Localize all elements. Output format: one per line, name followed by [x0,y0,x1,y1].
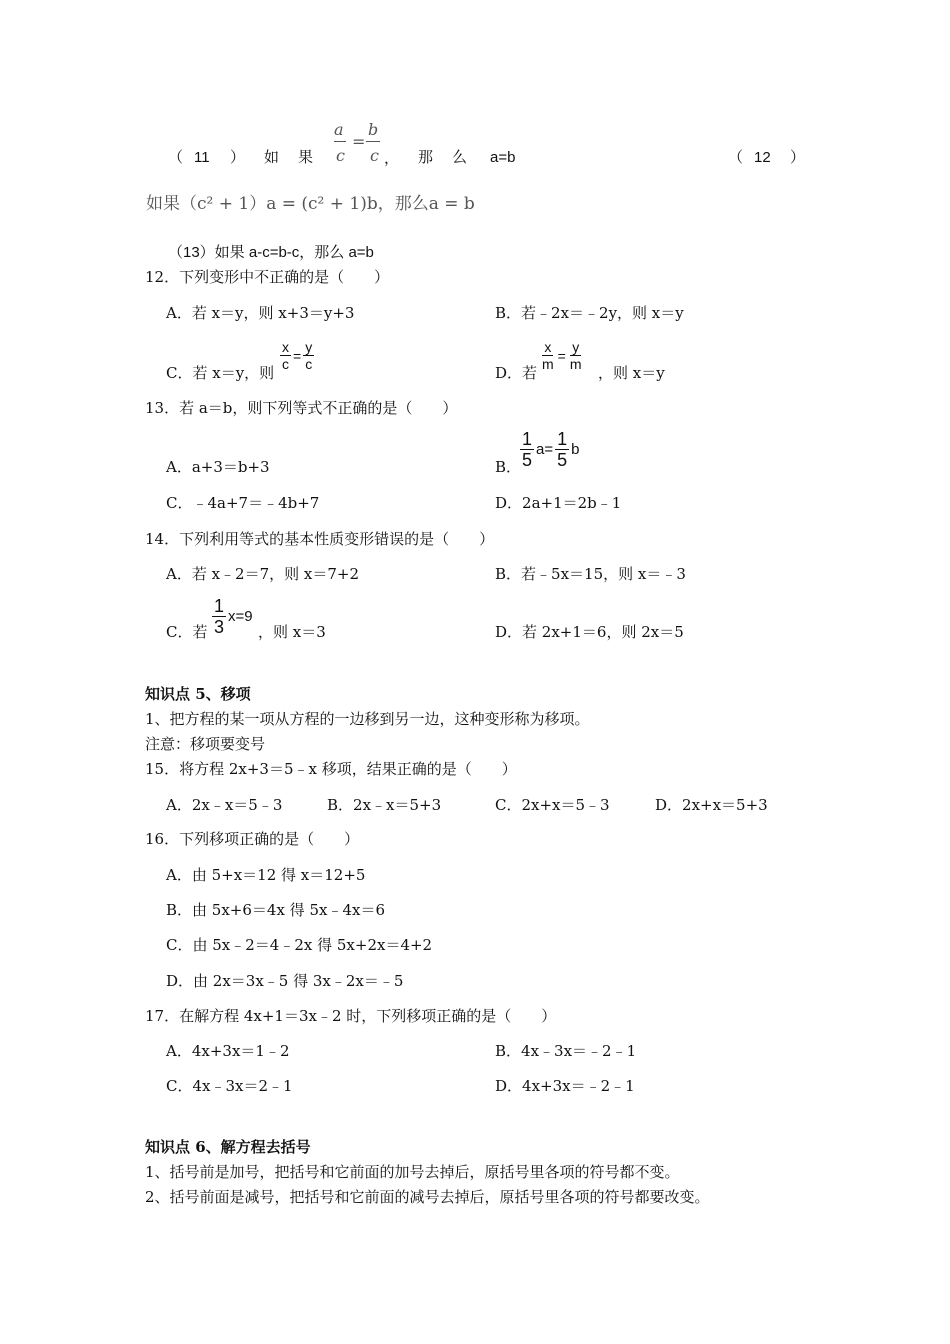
frac-bar-2 [366,141,380,142]
option-b[interactable]: B．4x﹣3x＝﹣2﹣1 [495,1042,637,1060]
note: 注意：移项要变号 [145,735,266,753]
item-12-text: 如果（c² + 1）a = (c² + 1)b，那么a = b [146,194,475,214]
frac-middle: x=9 [228,608,253,625]
frac-suffix: b [571,441,580,458]
frac-den: 5 [557,450,568,470]
frac-bar-1 [334,141,346,142]
option-b-prefix: B． [495,458,522,476]
option-a[interactable]: A．由 5+x＝12 得 x＝12+5 [166,866,366,884]
frac-c-den: c [336,146,345,165]
frac-middle: a= [536,441,554,458]
section-title: 知识点 5、移项 [145,685,251,703]
option-b[interactable]: B．由 5x+6＝4x 得 5x﹣4x＝6 [166,901,385,919]
option-c-suffix: ，则 x＝3 [258,623,326,641]
comma: ， [384,149,400,167]
item-13-text: （13）如果 a-c=b-c，那么 a=b [168,244,374,261]
frac-c-den-2: c [370,146,379,165]
frac-num: y [572,339,580,355]
question-stem: 17．在解方程 4x+1＝3x﹣2 时，下列移项正确的是（ ） [145,1007,557,1025]
conclusion: a=b [490,149,516,166]
frac-den: c [282,356,289,372]
frac-num: y [305,339,313,355]
rule-1: 1、把方程的某一项从方程的一边移到另一边，这种变形称为移项。 [145,710,590,728]
option-c-prefix: C．若 [166,623,208,641]
word-me: 么 [452,149,468,166]
frac-num: x [282,339,289,355]
rule-2: 2、括号前面是减号，把括号和它前面的减号去掉后，原括号里各项的符号都要改变。 [145,1188,710,1206]
frac-num: 1 [557,429,568,449]
option-b[interactable]: B．2x﹣x＝5+3 [327,796,442,814]
option-b[interactable]: B．若﹣5x＝15，则 x＝﹣3 [495,565,686,583]
option-a[interactable]: A．2x﹣x＝5﹣3 [166,796,283,814]
equals-sign: = [293,347,302,364]
equals-sign: = [557,347,566,364]
frac-a-num: a [334,120,344,139]
option-d-suffix: ，则 x＝y [598,364,665,382]
option-a[interactable]: A．若 x＝y，则 x+3＝y+3 [166,304,355,322]
frac-num: x [544,339,552,355]
frac-num: 1 [214,596,225,616]
option-d[interactable]: D．4x+3x＝﹣2﹣1 [495,1077,635,1095]
option-a[interactable]: A．4x+3x＝1﹣2 [166,1042,290,1060]
paren-open: （ [728,149,744,166]
item-number: 11 [194,149,210,166]
frac-den: m [542,356,554,372]
option-c-prefix: C．若 x＝y，则 [166,364,275,382]
question-stem: 14．下列利用等式的基本性质变形错误的是（ ） [145,530,495,548]
frac-den: m [569,356,582,372]
question-stem: 16．下列移项正确的是（ ） [145,830,360,848]
frac-equals: = [352,132,366,151]
paren-open: （ [168,149,184,166]
word-na: 那 [418,149,434,166]
paren-close: ） [230,149,246,166]
option-c[interactable]: C．由 5x﹣2＝4﹣2x 得 5x+2x＝4+2 [166,936,433,954]
paren-close: ） [790,149,806,166]
option-d[interactable]: D．由 2x＝3x﹣5 得 3x﹣2x＝﹣5 [166,972,404,990]
word-ru: 如 [264,149,280,166]
question-stem: 13．若 a＝b，则下列等式不正确的是（ ） [145,399,458,417]
option-a[interactable]: A．a+3＝b+3 [166,458,270,476]
rule-1: 1、括号前是加号，把括号和它前面的加号去掉后，原括号里各项的符号都不变。 [145,1163,680,1181]
option-c[interactable]: C．2x+x＝5﹣3 [495,796,610,814]
frac-den: c [305,356,313,372]
frac-den: 5 [522,450,533,470]
option-b[interactable]: B．若﹣2x＝﹣2y，则 x＝y [495,304,684,322]
section-title: 知识点 6、解方程去括号 [145,1138,311,1156]
option-c[interactable]: C．4x﹣3x＝2﹣1 [166,1077,293,1095]
word-guo: 果 [298,149,314,166]
question-stem: 15．将方程 2x+3＝5﹣x 移项，结果正确的是（ ） [145,760,517,778]
frac-den: 3 [214,617,225,637]
frac-num: 1 [522,429,533,449]
option-d[interactable]: D．2a+1＝2b﹣1 [495,494,622,512]
question-stem: 12．下列变形中不正确的是（ ） [145,268,390,286]
option-d[interactable]: D．2x+x＝5+3 [655,796,768,814]
option-d-prefix: D．若 [495,364,538,382]
option-c[interactable]: C．﹣4a+7＝﹣4b+7 [166,494,320,512]
option-a[interactable]: A．若 x﹣2＝7，则 x＝7+2 [166,565,360,583]
frac-b-num: b [368,120,379,139]
item-number: 12 [754,149,771,166]
option-d[interactable]: D．若 2x+1＝6，则 2x＝5 [495,623,684,641]
